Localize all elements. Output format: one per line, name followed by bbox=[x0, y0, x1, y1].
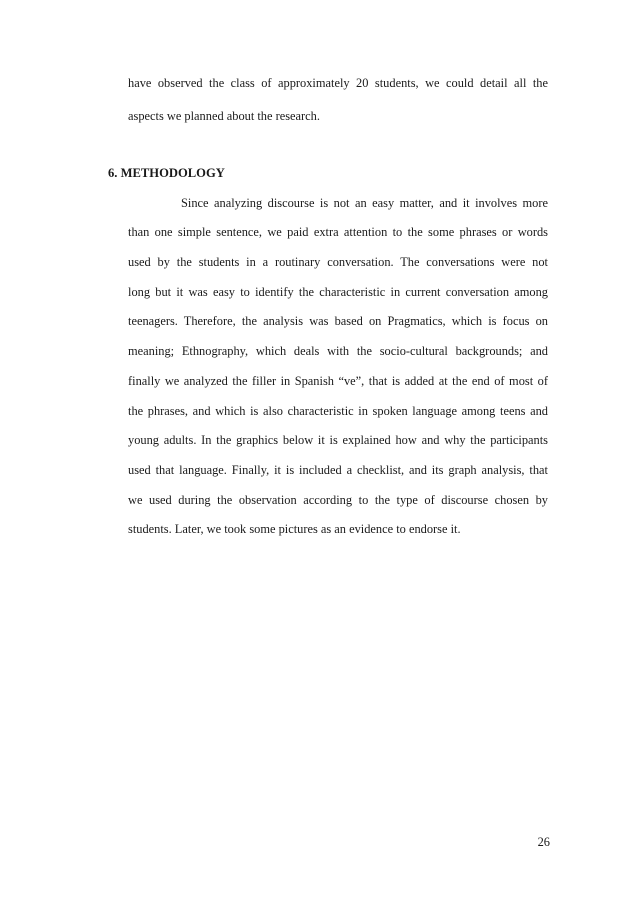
paragraph-line: the phrases, and which is also characteristic in spoken language among teens and bbox=[128, 404, 548, 418]
intro-line-1: have observed the class of approximately 20 students, we could detail all the bbox=[128, 76, 548, 90]
paragraph-line: teenagers. Therefore, the analysis was based on Pragmatics, which is focus on bbox=[128, 314, 548, 328]
paragraph-line: students. Later, we took some pictures as an evidence to endorse it. bbox=[128, 522, 461, 536]
paragraph-line: used that language. Finally, it is included a checklist, and its graph analysis, that bbox=[128, 463, 548, 477]
intro-line-2: aspects we planned about the research. bbox=[128, 109, 320, 123]
page-number: 26 bbox=[537, 835, 550, 849]
section-heading: 6. METHODOLOGY bbox=[108, 166, 225, 180]
paragraph-line: meaning; Ethnography, which deals with the socio-cultural backgrounds; and bbox=[128, 344, 548, 358]
paragraph-line: finally we analyzed the filler in Spanish “ve”, that is added at the end of most of bbox=[128, 374, 548, 388]
paragraph-line: we used during the observation according to the type of discourse chosen by bbox=[128, 493, 548, 507]
paragraph-line: Since analyzing discourse is not an easy matter, and it involves more bbox=[181, 196, 548, 210]
paragraph-line: long but it was easy to identify the characteristic in current conversation among bbox=[128, 285, 548, 299]
paragraph-line: used by the students in a routinary conversation. The conversations were not bbox=[128, 255, 548, 269]
paragraph-line: young adults. In the graphics below it is explained how and why the participants bbox=[128, 433, 548, 447]
paragraph-line: than one simple sentence, we paid extra attention to the some phrases or words bbox=[128, 225, 548, 239]
